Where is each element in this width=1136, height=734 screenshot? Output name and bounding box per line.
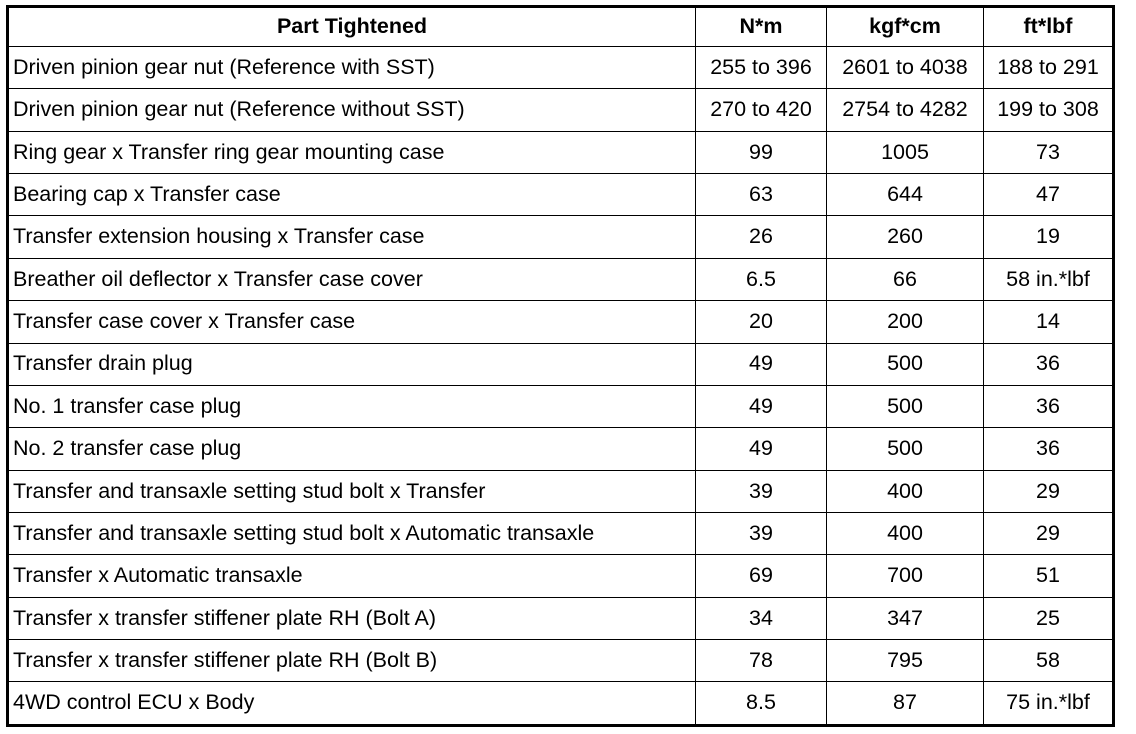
cell-newton-meter: 78 — [696, 640, 827, 682]
cell-kgf-cm: 2601 to 4038 — [827, 47, 984, 89]
cell-ft-lbf: 58 — [984, 640, 1114, 682]
cell-part-tightened: Transfer case cover x Transfer case — [8, 301, 696, 343]
table-row — [8, 640, 1114, 682]
table-row — [8, 385, 1114, 427]
cell-ft-lbf: 47 — [984, 174, 1114, 216]
table-row — [8, 301, 1114, 343]
cell-part-tightened: Transfer x transfer stiffener plate RH (Bolt B) — [8, 640, 696, 682]
header-kgf-cm: kgf*cm — [827, 7, 984, 47]
cell-ft-lbf: 73 — [984, 131, 1114, 173]
header-newton-meter: N*m — [696, 7, 827, 47]
cell-kgf-cm: 87 — [827, 682, 984, 726]
cell-newton-meter: 39 — [696, 512, 827, 554]
cell-newton-meter: 8.5 — [696, 682, 827, 726]
cell-newton-meter: 6.5 — [696, 258, 827, 300]
cell-kgf-cm: 500 — [827, 428, 984, 470]
cell-newton-meter: 99 — [696, 131, 827, 173]
cell-newton-meter: 49 — [696, 343, 827, 385]
header-row — [8, 7, 1114, 47]
cell-kgf-cm: 200 — [827, 301, 984, 343]
table-body — [8, 47, 1114, 726]
cell-part-tightened: Ring gear x Transfer ring gear mounting case — [8, 131, 696, 173]
cell-part-tightened: Transfer extension housing x Transfer case — [8, 216, 696, 258]
cell-part-tightened: Breather oil deflector x Transfer case cover — [8, 258, 696, 300]
table-row — [8, 89, 1114, 131]
cell-kgf-cm: 700 — [827, 555, 984, 597]
cell-newton-meter: 255 to 396 — [696, 47, 827, 89]
cell-kgf-cm: 644 — [827, 174, 984, 216]
cell-ft-lbf: 25 — [984, 597, 1114, 639]
cell-newton-meter: 63 — [696, 174, 827, 216]
cell-ft-lbf: 19 — [984, 216, 1114, 258]
cell-ft-lbf: 58 in.*lbf — [984, 258, 1114, 300]
cell-part-tightened: Transfer drain plug — [8, 343, 696, 385]
cell-kgf-cm: 2754 to 4282 — [827, 89, 984, 131]
cell-kgf-cm: 1005 — [827, 131, 984, 173]
cell-newton-meter: 39 — [696, 470, 827, 512]
cell-part-tightened: Transfer x transfer stiffener plate RH (Bolt A) — [8, 597, 696, 639]
table-row — [8, 512, 1114, 554]
cell-ft-lbf: 36 — [984, 385, 1114, 427]
cell-ft-lbf: 29 — [984, 470, 1114, 512]
table-row — [8, 131, 1114, 173]
cell-ft-lbf: 188 to 291 — [984, 47, 1114, 89]
table-row — [8, 174, 1114, 216]
header-ft-lbf: ft*lbf — [984, 7, 1114, 47]
cell-part-tightened: Driven pinion gear nut (Reference without SST) — [8, 89, 696, 131]
table-row — [8, 343, 1114, 385]
cell-kgf-cm: 66 — [827, 258, 984, 300]
cell-part-tightened: Bearing cap x Transfer case — [8, 174, 696, 216]
cell-ft-lbf: 75 in.*lbf — [984, 682, 1114, 726]
cell-newton-meter: 270 to 420 — [696, 89, 827, 131]
cell-ft-lbf: 14 — [984, 301, 1114, 343]
cell-newton-meter: 49 — [696, 428, 827, 470]
table-row — [8, 428, 1114, 470]
cell-kgf-cm: 500 — [827, 385, 984, 427]
table-row — [8, 555, 1114, 597]
cell-newton-meter: 69 — [696, 555, 827, 597]
cell-newton-meter: 20 — [696, 301, 827, 343]
cell-ft-lbf: 36 — [984, 343, 1114, 385]
table-row — [8, 258, 1114, 300]
cell-part-tightened: No. 1 transfer case plug — [8, 385, 696, 427]
header-part-tightened: Part Tightened — [8, 7, 696, 47]
cell-newton-meter: 34 — [696, 597, 827, 639]
table-row — [8, 682, 1114, 726]
cell-ft-lbf: 29 — [984, 512, 1114, 554]
cell-kgf-cm: 400 — [827, 512, 984, 554]
table-row — [8, 470, 1114, 512]
table-header — [8, 7, 1114, 47]
cell-part-tightened: No. 2 transfer case plug — [8, 428, 696, 470]
cell-kgf-cm: 795 — [827, 640, 984, 682]
cell-kgf-cm: 400 — [827, 470, 984, 512]
table-row — [8, 47, 1114, 89]
cell-ft-lbf: 199 to 308 — [984, 89, 1114, 131]
cell-part-tightened: Transfer and transaxle setting stud bolt x Automatic transaxle — [8, 512, 696, 554]
cell-ft-lbf: 51 — [984, 555, 1114, 597]
cell-ft-lbf: 36 — [984, 428, 1114, 470]
cell-kgf-cm: 347 — [827, 597, 984, 639]
cell-part-tightened: Driven pinion gear nut (Reference with SST) — [8, 47, 696, 89]
cell-newton-meter: 26 — [696, 216, 827, 258]
cell-newton-meter: 49 — [696, 385, 827, 427]
table-row — [8, 597, 1114, 639]
table-row — [8, 216, 1114, 258]
cell-part-tightened: Transfer x Automatic transaxle — [8, 555, 696, 597]
cell-kgf-cm: 260 — [827, 216, 984, 258]
torque-spec-table — [6, 5, 1115, 727]
cell-part-tightened: 4WD control ECU x Body — [8, 682, 696, 726]
cell-kgf-cm: 500 — [827, 343, 984, 385]
cell-part-tightened: Transfer and transaxle setting stud bolt x Transfer — [8, 470, 696, 512]
